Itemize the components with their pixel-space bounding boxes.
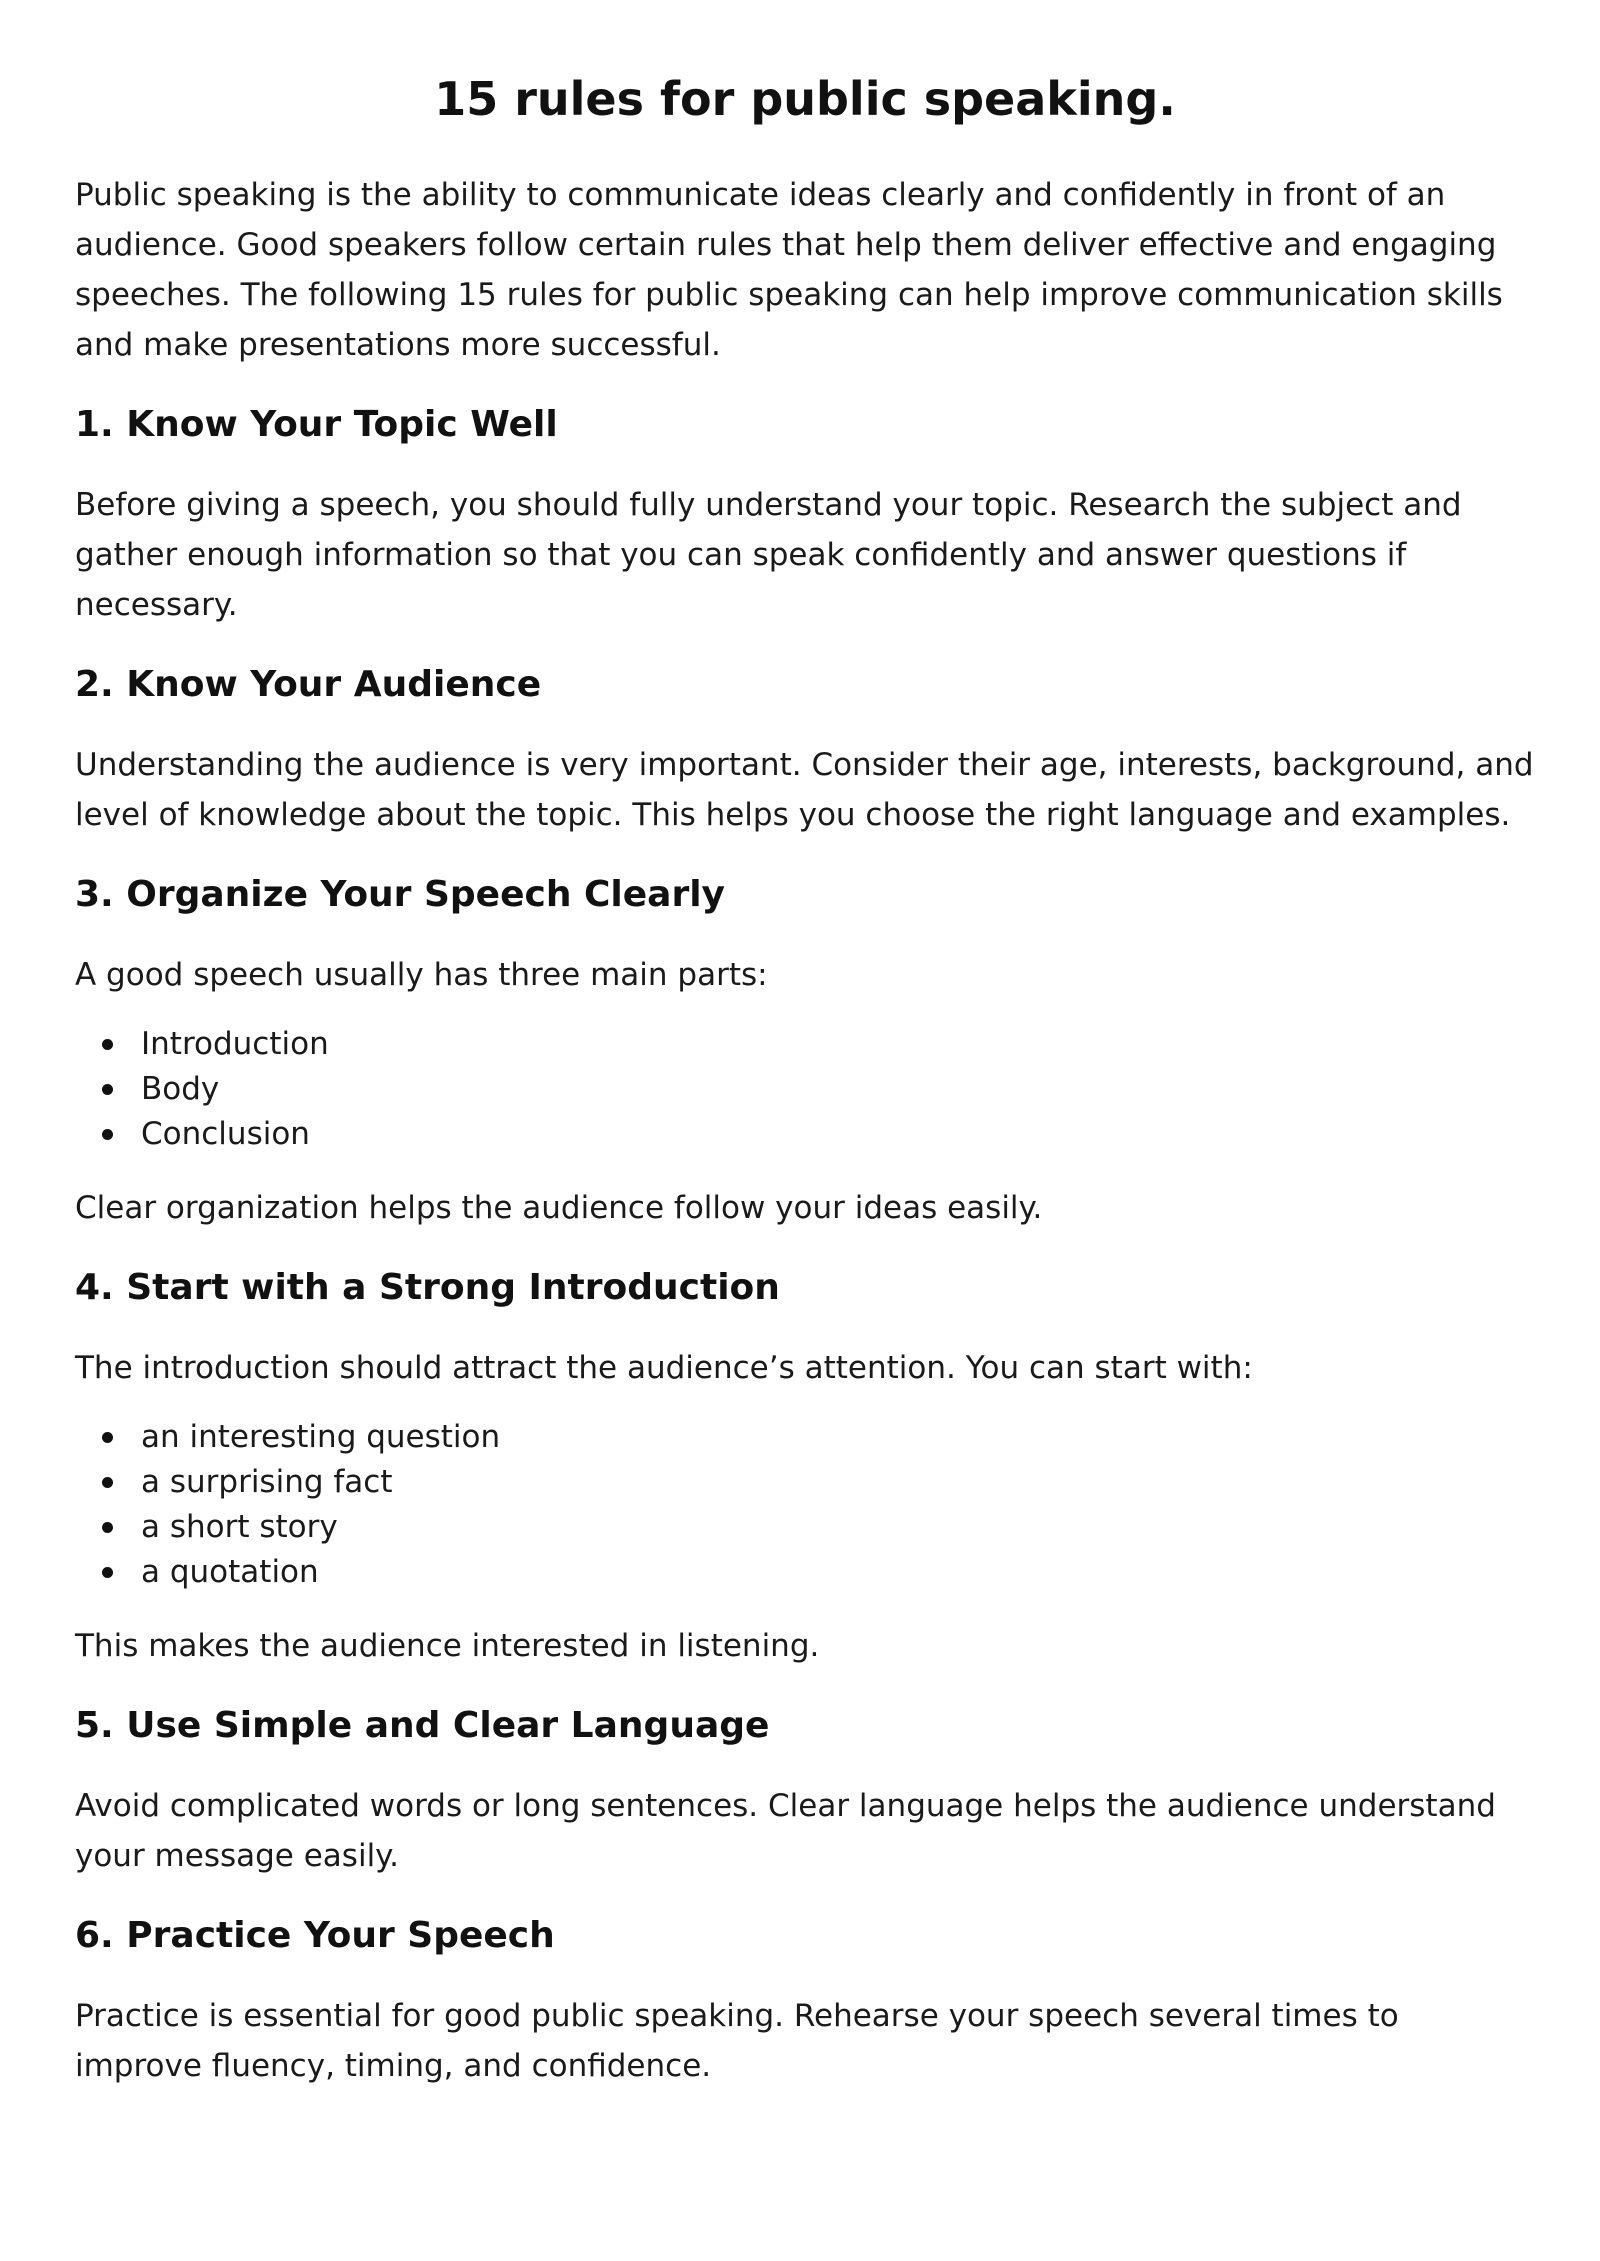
list-item-text: Body <box>141 1070 220 1107</box>
rule-text: Understanding the audience is very important. Consider their age, interests, background, and level of knowledge about the topic. This helps you choose the right language and examples. <box>75 746 1534 833</box>
list-item <box>75 1415 1535 1460</box>
list-item-text: a surprising fact <box>141 1463 393 1500</box>
rule-heading: 4. Start with a Strong Introduction <box>75 1266 780 1308</box>
document-title: 15 rules for public speaking. <box>434 72 1176 126</box>
list-item-text: Conclusion <box>141 1115 310 1152</box>
rule-heading: 3. Organize Your Speech Clearly <box>75 873 726 915</box>
bullet-list <box>75 1415 1535 1595</box>
bullet-icon <box>102 1039 113 1050</box>
rule-heading: 5. Use Simple and Clear Language <box>75 1704 770 1746</box>
rule-text: A good speech usually has three main parts: <box>75 956 768 993</box>
rule-followup-text: This makes the audience interested in listening. <box>75 1627 820 1664</box>
bullet-icon <box>102 1522 113 1533</box>
bullet-icon <box>102 1477 113 1488</box>
rule-text: Avoid complicated words or long sentences. Clear language helps the audience understand your message easily. <box>75 1787 1496 1874</box>
rule-section-1 <box>75 400 1535 630</box>
list-item <box>75 1067 1535 1112</box>
rule-text: Before giving a speech, you should fully understand your topic. Research the subject and gather enough information so that you can speak confidently and answer questions if necessary. <box>75 486 1462 623</box>
bullet-icon <box>102 1432 113 1443</box>
list-item <box>75 1022 1535 1067</box>
rule-section-6 <box>75 1911 1535 2091</box>
list-item-text: an interesting question <box>141 1418 501 1455</box>
rule-heading: 1. Know Your Topic Well <box>75 403 558 445</box>
rule-section-4 <box>75 1263 1535 1671</box>
bullet-icon <box>102 1084 113 1095</box>
bullet-list <box>75 1022 1535 1157</box>
rule-text: The introduction should attract the audience’s attention. You can start with: <box>75 1349 1253 1386</box>
rule-section-5 <box>75 1701 1535 1881</box>
bullet-icon <box>102 1567 113 1578</box>
rule-heading: 2. Know Your Audience <box>75 663 542 705</box>
rule-text: Practice is essential for good public speaking. Rehearse your speech several times to improve fluency, timing, and confidence. <box>75 1997 1399 2084</box>
list-item <box>75 1550 1535 1595</box>
document-page <box>75 70 1535 2121</box>
list-item <box>75 1112 1535 1157</box>
list-item <box>75 1505 1535 1550</box>
list-item <box>75 1460 1535 1505</box>
rule-followup-text: Clear organization helps the audience follow your ideas easily. <box>75 1189 1043 1226</box>
list-item-text: a short story <box>141 1508 338 1545</box>
rule-section-2 <box>75 660 1535 840</box>
rule-section-3 <box>75 870 1535 1233</box>
intro-paragraph: Public speaking is the ability to communicate ideas clearly and confidently in front of an audience. Good speakers follow certain rules that help them deliver effective and engaging speeches. The following 15 rules for public speaking can help improve communication skills and make presentations more successful. <box>75 176 1503 363</box>
bullet-icon <box>102 1129 113 1140</box>
rule-heading: 6. Practice Your Speech <box>75 1914 555 1956</box>
list-item-text: Introduction <box>141 1025 329 1062</box>
list-item-text: a quotation <box>141 1553 319 1590</box>
